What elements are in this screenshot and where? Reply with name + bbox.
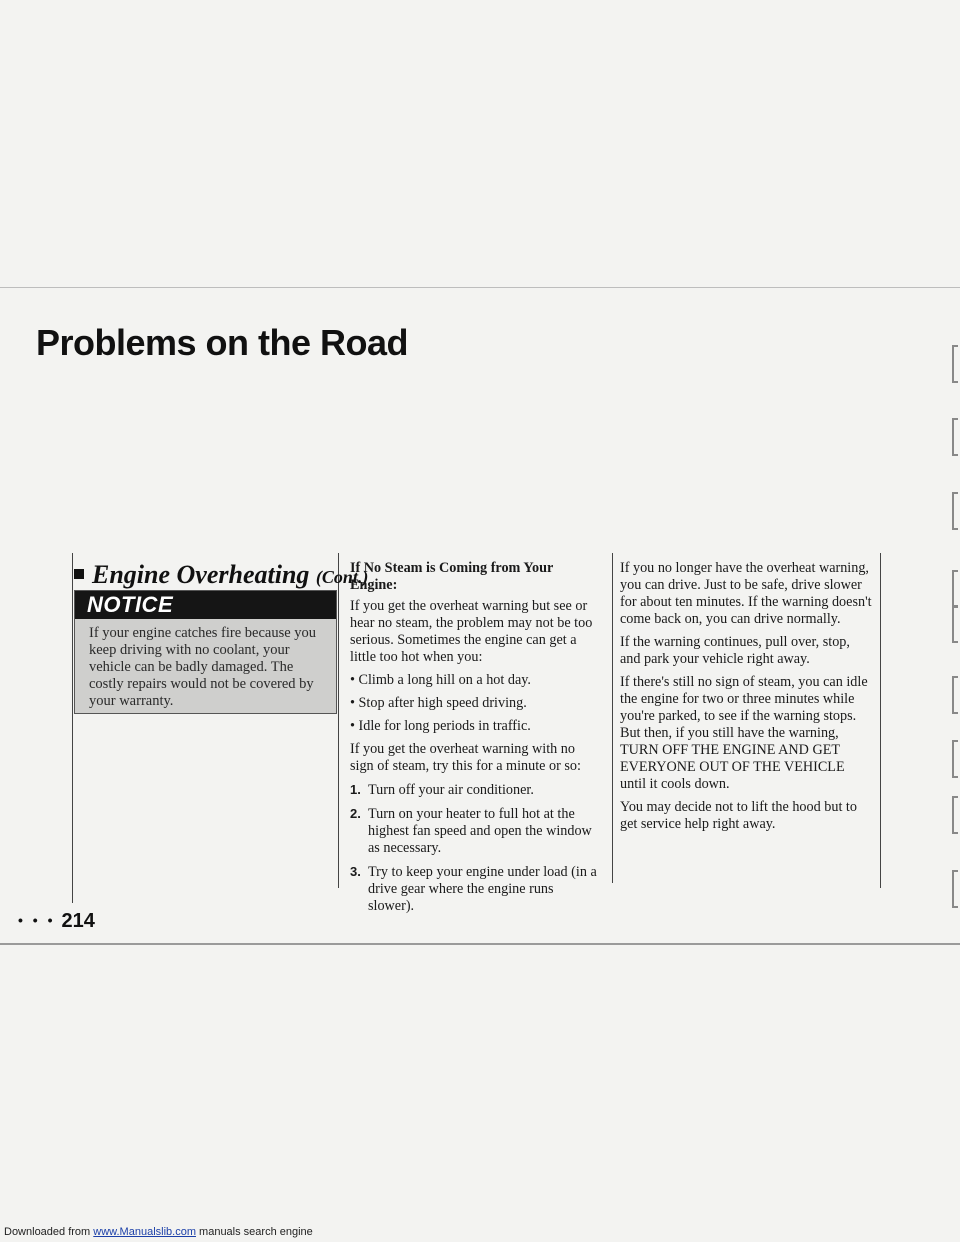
manualslib-link[interactable]: www.Manualslib.com — [93, 1226, 196, 1238]
notice-label: NOTICE — [75, 591, 336, 619]
edge-tab-mark — [952, 570, 958, 608]
list-item: • Idle for long periods in traffic. — [350, 718, 531, 734]
bottom-divider — [0, 943, 960, 945]
step-text: Turn off your air conditioner. — [368, 782, 534, 798]
middle-subheading: If No Steam is Coming from Your Engine: — [350, 560, 554, 593]
middle-intro: If you get the overheat warning but see or hear no steam, the problem may not be too serious. Sometimes the engine can get a little too hot when you: — [350, 598, 593, 665]
top-divider — [0, 287, 960, 288]
page-title: Problems on the Road — [36, 322, 409, 363]
column-rule-right-a — [612, 553, 613, 883]
section-continued: (Cont.) — [315, 567, 369, 587]
edge-tab-mark — [952, 870, 958, 908]
notice-text: If your engine catches fire because you keep driving with no coolant, your vehicle can be badly damaged. The costly repairs would not be covered by your warranty. — [89, 625, 317, 709]
step-number: 1. — [350, 782, 361, 797]
list-item: • Climb a long hill on a hot day. — [350, 672, 531, 688]
right-paragraph: If there's still no sign of steam, you can idle the engine for two or three minutes while you're parked, to see if the warning stops. But then, if you still have the warning, TURN OFF THE ENGINE AND GET EVERYONE OUT OF THE VEHICLE until it cools down. — [620, 674, 868, 792]
column-rule-right-b — [880, 553, 881, 888]
edge-tab-mark — [952, 796, 958, 834]
middle-instruction: If you get the overheat warning with no sign of steam, try this for a minute or so: — [350, 741, 581, 774]
list-item: • Stop after high speed driving. — [350, 695, 527, 711]
section-heading-text: Engine Overheating — [92, 560, 310, 589]
step-text: Try to keep your engine under load (in a drive gear where the engine runs slower). — [368, 864, 597, 914]
edge-tab-mark — [952, 740, 958, 778]
edge-tab-mark — [952, 418, 958, 456]
step-number: 3. — [350, 864, 361, 879]
page-dots: • • • — [18, 912, 56, 928]
step-number: 2. — [350, 806, 361, 821]
right-paragraph: You may decide not to lift the hood but to get service help right away. — [620, 799, 857, 832]
section-heading — [74, 560, 368, 590]
right-paragraph: If you no longer have the overheat warning, you can drive. Just to be safe, drive slower for about ten minutes. If the warning doesn't come back on, you can drive normally. — [620, 560, 872, 627]
page-number — [18, 910, 95, 933]
edge-tab-mark — [952, 676, 958, 714]
middle-column — [350, 560, 602, 921]
column-rule-middle — [338, 553, 339, 888]
edge-tab-mark — [952, 605, 958, 643]
footer-suffix: manuals search engine — [195, 1226, 313, 1238]
right-paragraph: If the warning continues, pull over, stop, and park your vehicle right away. — [620, 634, 850, 667]
square-bullet-icon — [74, 569, 84, 579]
notice-box — [74, 590, 337, 714]
step-item — [350, 805, 602, 857]
edge-tab-mark — [952, 345, 958, 383]
right-column — [620, 560, 872, 839]
step-item — [350, 863, 602, 915]
page-number-value: 214 — [61, 910, 95, 932]
step-text: Turn on your heater to full hot at the highest fan speed and open the window as necessary. — [368, 806, 592, 856]
download-footer — [4, 1226, 960, 1238]
step-item — [350, 781, 602, 799]
column-rule-left — [72, 553, 73, 903]
edge-tab-mark — [952, 492, 958, 530]
footer-prefix: Downloaded from — [4, 1226, 94, 1238]
